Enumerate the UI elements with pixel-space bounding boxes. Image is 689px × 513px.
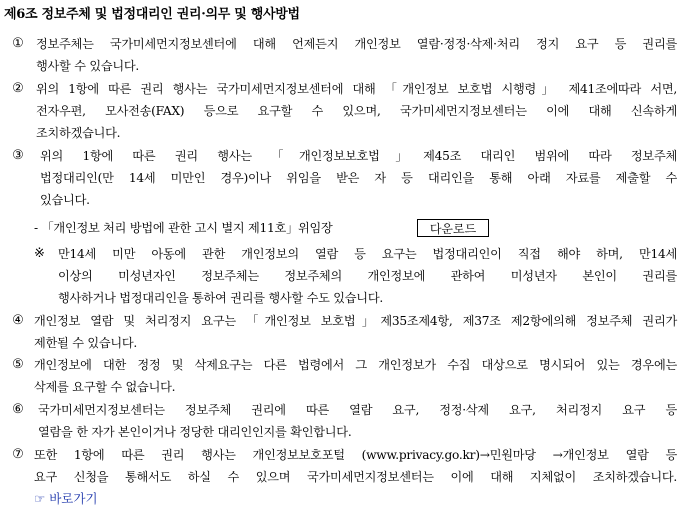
clause-number: ④	[12, 313, 24, 328]
clause-text-line: 열람을 한 자가 본인이거나 정당한 대리인인지를 확인합니다.	[38, 425, 352, 439]
pointing-hand-icon: ☞	[34, 491, 46, 506]
clause-number: ③	[12, 148, 24, 163]
clause-text-line: 전자우편, 모사전송(FAX) 등으로 요구할 수 있으며, 국가미세먼지정보센터는 이에 대해 신속하게	[36, 104, 677, 118]
clause-text-line: 또한 1항에 따른 권리 행사는 개인정보보호포털 (www.privacy.go.kr)→민원마당 →개인정보 열람 등	[34, 448, 677, 462]
shortcut-link[interactable]	[34, 491, 98, 507]
clause-text-line: 있습니다.	[40, 193, 90, 207]
clause-text-line: 정보주체는 국가미세먼지정보센터에 대해 언제든지 개인정보 열람·정정·삭제·처리 정지 요구 등 권리를	[36, 37, 677, 51]
clause-text-line: 위의 1항에 따른 권리 행사는 「개인정보보호법」제45조 대리인 범위에 따라 정보주체	[40, 149, 677, 163]
clause-number: ⑥	[12, 402, 24, 417]
clause-text-line: 행사할 수 있습니다.	[36, 59, 140, 73]
clause-text-line: 조치하겠습니다.	[36, 126, 121, 140]
shortcut-label: 바로가기	[49, 491, 98, 506]
download-button[interactable]: 다운로드	[417, 219, 489, 237]
clause-number: ⑤	[12, 357, 24, 372]
clause-number: ①	[12, 36, 24, 51]
clause-number: ②	[12, 81, 24, 96]
attachment-text: - 「개인정보 처리 방법에 관한 고시 별지 제11호」위임장	[34, 221, 333, 235]
clause-text-line: 위의 1항에 따른 권리 행사는 국가미세먼지정보센터에 대해 「개인정보 보호법 시행령」 제41조에따라 서면,	[36, 82, 677, 96]
clause-text-line: 법정대리인(만 14세 미만인 경우)이나 위임을 받은 자 등 대리인을 통해 아래 자료를 제출할 수	[40, 171, 677, 185]
clause-text-line: 개인정보에 대한 정정 및 삭제요구는 다른 법령에서 그 개인정보가 수집 대상으로 명시되어 있는 경우에는	[34, 358, 677, 372]
note-text-line: 이상의 미성년자인 정보주체는 정보주체의 개인정보에 관하여 미성년자 본인이 권리를	[58, 269, 677, 283]
clause-text-line: 요구 신청을 통해서도 하실 수 있으며 국가미세먼지정보센터는 이에 대해 지체없이 조치하겠습니다.	[34, 470, 677, 484]
clause-text-line: 삭제를 요구할 수 없습니다.	[34, 380, 176, 394]
section-title: 제6조 정보주체 및 법정대리인 권리·의무 및 행사방법	[4, 7, 300, 22]
note-text-line: 행사하거나 법정대리인을 통하여 권리를 행사할 수도 있습니다.	[58, 291, 383, 305]
clause-text-line: 제한될 수 있습니다.	[34, 336, 138, 350]
clause-number: ⑦	[12, 447, 24, 462]
clause-text-line: 개인정보 열람 및 처리정지 요구는 「개인정보 보호법」제35조제4항, 제37조 제2항에의해 정보주체 권리가	[34, 314, 677, 328]
clause-text-line: 국가미세먼지정보센터는 정보주체 권리에 따른 열람 요구, 정정·삭제 요구, 처리정지 요구 등	[38, 403, 677, 417]
reference-mark-icon: ※	[34, 246, 45, 261]
note-text-line: 만14세 미만 아동에 관한 개인정보의 열람 등 요구는 법정대리인이 직접 해야 하며, 만14세	[58, 247, 677, 261]
